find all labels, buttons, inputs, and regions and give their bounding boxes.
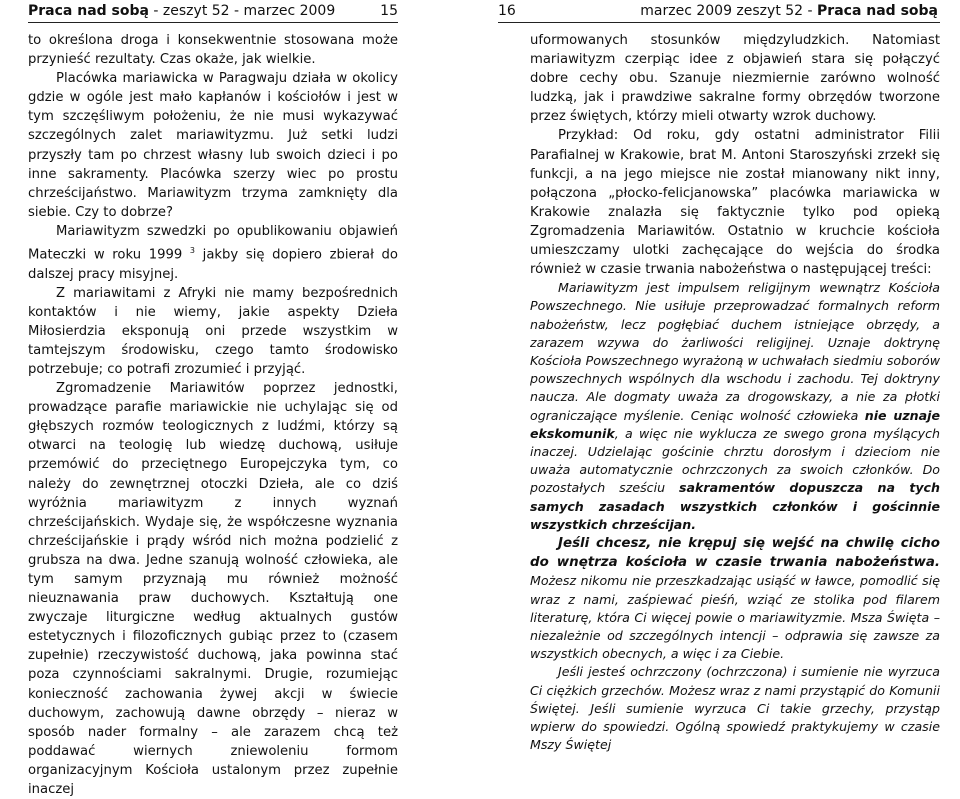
footnote-marker: 3 [189, 246, 196, 256]
left-header-label [28, 3, 335, 19]
quote-text: Możesz nikomu nie przeszkadzając usiąść w ławce, pomodlić się wraz z nami, zaśpiewać pieśń, wziąć ze stolika pod filarem literaturę, która Ci więcej powie o mariawityzmie. Msza Święta – niezależnie od szczególnych intencji – odprawia się zawsze za wszystkich obecnych, a więc i za Ciebie. [530, 573, 940, 662]
right-header-title: Praca nad sobą [817, 3, 938, 19]
right-header-rule [498, 22, 940, 23]
quote-emphasis: sakramentów dopuszcza na tych samych zasadach wszystkich członków i gościnnie wszystkich chrześcijan. [530, 480, 940, 532]
leaflet-quote [530, 534, 940, 663]
paragraph: Placówka mariawicka w Paragwaju działa w okolicy gdzie w ogóle jest mało kapłanów i kościołów i jest w tym szczęśliwym położeniu, że nie musi wykazywać szczególnych zalet mariawityzmu. Już setki ludzi przyszły tam po chrzest własny lub swoich dzieci i po inne sakramenty. Placówka szerzy wiec po prostu chrześcijaństwo. Mariawityzm trzyma zamknięty dla siebie. Czy to dobrze? [28, 71, 398, 220]
right-page-body [530, 31, 940, 755]
left-page-number: 15 [380, 3, 398, 19]
left-header-rule [28, 22, 398, 23]
paragraph: to określona droga i konsekwentnie stosowana może przynieść rezultaty. Czas okaże, jak wielkie. [28, 33, 398, 68]
quote-emphasis: Jeśli chcesz, nie krępuj się wejść na chwilę cicho do wnętrza kościoła w czasie trwania nabożeństwa. [530, 536, 940, 571]
right-header-label [640, 3, 938, 19]
paragraph-text: jakby się dopiero zbierał do dalszej pracy misyjnej. [28, 247, 398, 282]
paragraph: Zgromadzenie Mariawitów poprzez jednostki, prowadzące parafie mariawickie nie uchylając się od głębszych rozmów teologicznych z ludźmi, którzy są otwarci na teologię lub wiedzę duchową, usiłuje przemówić do przeciętnego Europejczyka tym, co należy do zewnętrznej otoczki Dzieła, ale co dziś wyróżnia mariawityzm z innych wyznań chrześcijańskich. Wydaje się, że współczesne wyznania chrześcijańskie i prądy wśród nich można podzielić z grubsza na dwa. Jedne szanują wolność człowieka, ale tym samym przyznają mu również możność nieuznawania praw duchowych. Kształtują one zwyczaje liturgiczne według aktualnych gustów estetycznych i filozoficznych gubiąc przez to (czasem zupełnie) rzeczywistość duchową, jaka powinna stać poza czynnościami sakralnymi. Drugie, rozumiejąc konieczność zachowania żywej akcji w świecie duchowym, zachowują dawne obrzędy – nieraz w sposób nader formalny – ale zarazem chcą też poddawać wiernych zniewoleniu formom organizacyjnym Kościoła ustalonym przez zupełnie inaczej [28, 381, 398, 798]
paragraph: uformowanych stosunków międzyludzkich. Natomiast mariawityzm czerpiąc idee z objawień stara się połączyć dobre cechy obu. Szanuje niezmiernie zarówno wolność ludzką, jak i prawdziwe sakralne formy obrzędów tworzone przez świętych, którzy mieli otwarty wzrok duchowy. [530, 33, 940, 125]
left-header-issue: - zeszyt 52 - marzec 2009 [153, 3, 336, 19]
quote-emphasis: nie uznaje ekskomunik [530, 407, 940, 441]
paragraph: Z mariawitami z Afryki nie mamy bezpośrednich kontaktów i nie wiemy, jakie aspekty Dzieła Miłosierdzia eksponują oni przede wszystkim w tamtejszym środowisku, czego tamto środowisko potrzebuje; co potrafi zrozumieć i przyjąć. [28, 285, 398, 377]
right-page-header [498, 0, 938, 22]
paragraph: Przykład: Od roku, gdy ostatni administrator Filii Parafialnej w Krakowie, brat M. Antoni Staroszyński zrzekł się funkcji, a na jego miejsce nie został mianowany nikt inny, połączona „płocko-felicjanowska” placówka mariawicka w Krakowie znalazła się faktycznie tylko pod opieką Zgromadzenia Mariawitów. Ostatnio w kruchcie kościoła umieszczamy ulotki zachęcające do wejścia do środka również w czasie trwania nabożeństwa o następującej treści: [530, 128, 940, 278]
leaflet-quote [530, 279, 940, 534]
left-header-title: Praca nad sobą [28, 3, 149, 19]
quote-text: , a więc nie wyklucza ze swego grona myślących inaczej. Udzielając gościnie chrztu dorosłym i dzieciom nie uważa automatycznie ochrzczonych za swoich członków. Do pozostałych sześciu [530, 425, 940, 496]
quote-text: Mariawityzm jest impulsem religijnym wewnątrz Kościoła Powszechnego. Nie usiłuje przeprowadzać formalnych reform nabożeństw, lecz pogłębiać duchem istniejące obrzędy, a zarazem wzywa do żarliwości religijnej. Uznaje doktrynę Kościoła Powszechnego wyrażoną w uchwałach siedmiu soborów powszechnych wspólnych dla wschodu i zachodu. Tej doktryny naucza. Ale dogmaty uważa za drogowskazy, a nie za płotki ograniczające myślenie. Ceniąc wolność człowieka [530, 280, 940, 423]
leaflet-quote: Jeśli jesteś ochrzczony (ochrzczona) i sumienie nie wyrzuca Ci ciężkich grzechów. Możesz wraz z nami przystąpić do Komunii Świętej. Jeśli sumienie wyrzuca Ci takie grzechy, przystąp wpierw do spowiedzi. Ogólną spowiedź praktykujemy w czasie Mszy Świętej [530, 664, 940, 753]
right-page-number: 16 [498, 3, 516, 19]
left-page-header [28, 0, 398, 22]
paragraph [28, 222, 398, 284]
paragraph-text: Mariawityzm szwedzki po opublikowaniu objawień Mateczki w roku 1999 [28, 223, 398, 263]
left-page-body [28, 31, 398, 799]
right-header-issue: marzec 2009 zeszyt 52 - [640, 3, 813, 19]
